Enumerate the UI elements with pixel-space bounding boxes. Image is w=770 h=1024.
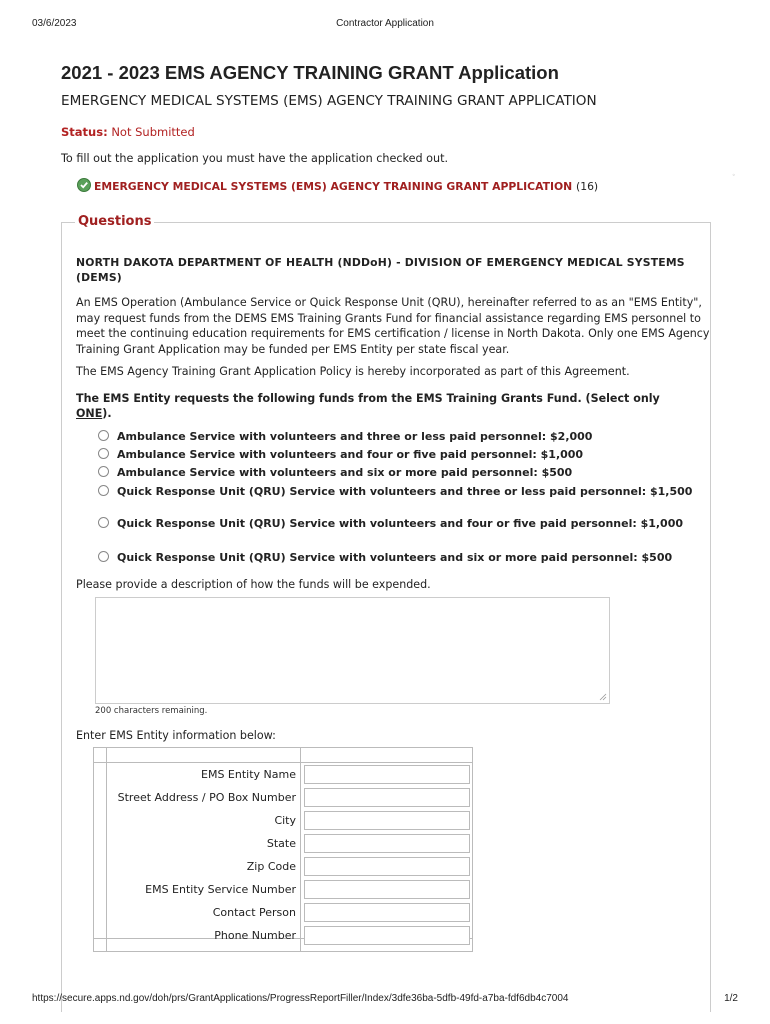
- section-header: NORTH DAKOTA DEPARTMENT OF HEALTH (NDDoH) - DIVISION OF EMERGENCY MEDICAL SYSTEMS (DEMS): [76, 256, 685, 284]
- chars-remaining: 200 characters remaining.: [95, 706, 208, 716]
- phone-number-input[interactable]: [304, 926, 470, 945]
- print-footer: [32, 993, 738, 1007]
- status-line: [61, 125, 195, 139]
- state-input[interactable]: [304, 834, 470, 853]
- city-input[interactable]: [304, 811, 470, 830]
- entity-field-label: City: [274, 814, 296, 827]
- dot-marker: ◦: [732, 172, 736, 179]
- print-date: 03/6/2023: [32, 18, 77, 29]
- page-title: 2021 - 2023 EMS AGENCY TRAINING GRANT Application: [61, 62, 559, 83]
- funds-request-text: [76, 391, 696, 421]
- entity-field-label: Phone Number: [214, 929, 296, 942]
- entity-field-label: EMS Entity Name: [201, 768, 296, 781]
- funding-option-1[interactable]: [92, 429, 702, 445]
- checkout-note: To fill out the application you must have the application checked out.: [61, 152, 449, 165]
- entity-field-label: Zip Code: [246, 860, 296, 873]
- entity-row-service-number: [94, 878, 472, 901]
- radio-button[interactable]: [98, 466, 109, 477]
- application-count: (16): [575, 180, 599, 193]
- radio-button[interactable]: [98, 485, 109, 496]
- zip-code-input[interactable]: [304, 857, 470, 876]
- funding-option-label: Ambulance Service with volunteers and three or less paid personnel: $2,000: [117, 430, 593, 443]
- funds-request-one: ONE: [76, 407, 103, 420]
- entity-info-table: [93, 747, 473, 952]
- entity-row-state: [94, 832, 472, 855]
- entity-prompt: Enter EMS Entity information below:: [76, 729, 276, 742]
- check-circle-icon: [77, 178, 91, 192]
- funding-option-label: Quick Response Unit (QRU) Service with volunteers and three or less paid personnel: $1,500: [117, 485, 693, 498]
- entity-row-city: [94, 809, 472, 832]
- description-textarea[interactable]: [95, 597, 610, 704]
- funding-option-label: Quick Response Unit (QRU) Service with volunteers and four or five paid personnel: $1,000: [117, 517, 684, 530]
- print-header: [32, 18, 738, 32]
- entity-row-name: [94, 763, 472, 786]
- radio-button[interactable]: [98, 551, 109, 562]
- page-number: 1/2: [724, 993, 738, 1004]
- service-number-input[interactable]: [304, 880, 470, 899]
- questions-legend: Questions: [75, 214, 154, 229]
- radio-button[interactable]: [98, 448, 109, 459]
- entity-row-contact: [94, 901, 472, 924]
- page-subtitle: EMERGENCY MEDICAL SYSTEMS (EMS) AGENCY TRAINING GRANT APPLICATION: [61, 93, 597, 109]
- print-url: https://secure.apps.nd.gov/doh/prs/GrantApplications/ProgressReportFiller/Index/3dfe36ba-5dfb-49fd-a7ba-fdf6db4c7004: [32, 993, 569, 1004]
- funds-request-prefix: The EMS Entity requests the following funds from the EMS Training Grants Fund. (Select only: [76, 392, 660, 405]
- intro-paragraph: An EMS Operation (Ambulance Service or Quick Response Unit (QRU), hereinafter referred to as an "EMS Entity", may request funds from the DEMS EMS Training Grants Fund for financial assistance regarding EMS personnel to meet the continuing education requirements for EMS certification / license in North Dakota. Only one EMS Agency Training Grant Application may be funded per EMS Entity per state fiscal year.: [76, 296, 710, 356]
- policy-paragraph: The EMS Agency Training Grant Application Policy is hereby incorporated as part of this Agreement.: [76, 365, 630, 378]
- status-label: Status:: [61, 125, 108, 139]
- resize-handle-icon[interactable]: [599, 693, 607, 701]
- funding-option-2[interactable]: [92, 447, 702, 463]
- funding-option-4[interactable]: [92, 484, 702, 500]
- funding-option-label: Quick Response Unit (QRU) Service with volunteers and six or more paid personnel: $500: [117, 551, 673, 564]
- application-link-label[interactable]: EMERGENCY MEDICAL SYSTEMS (EMS) AGENCY TRAINING GRANT APPLICATION: [94, 180, 573, 193]
- radio-button[interactable]: [98, 517, 109, 528]
- funds-request-suffix: ).: [102, 407, 112, 420]
- street-address-input[interactable]: [304, 788, 470, 807]
- entity-field-label: State: [266, 837, 296, 850]
- entity-field-label: Street Address / PO Box Number: [117, 791, 296, 804]
- funding-option-5[interactable]: [92, 516, 702, 532]
- application-link[interactable]: [94, 180, 598, 193]
- contact-person-input[interactable]: [304, 903, 470, 922]
- entity-row-zip: [94, 855, 472, 878]
- description-prompt: Please provide a description of how the funds will be expended.: [76, 578, 431, 591]
- status-value: Not Submitted: [111, 125, 195, 139]
- funding-option-label: Ambulance Service with volunteers and six or more paid personnel: $500: [117, 466, 573, 479]
- funding-option-label: Ambulance Service with volunteers and four or five paid personnel: $1,000: [117, 448, 584, 461]
- funding-option-3[interactable]: [92, 465, 702, 481]
- print-title: Contractor Application: [336, 18, 434, 29]
- entity-row-address: [94, 786, 472, 809]
- entity-field-label: Contact Person: [212, 906, 296, 919]
- entity-field-label: EMS Entity Service Number: [145, 883, 296, 896]
- funding-option-6[interactable]: [92, 550, 702, 566]
- entity-name-input[interactable]: [304, 765, 470, 784]
- radio-button[interactable]: [98, 430, 109, 441]
- entity-row-phone: [94, 924, 472, 947]
